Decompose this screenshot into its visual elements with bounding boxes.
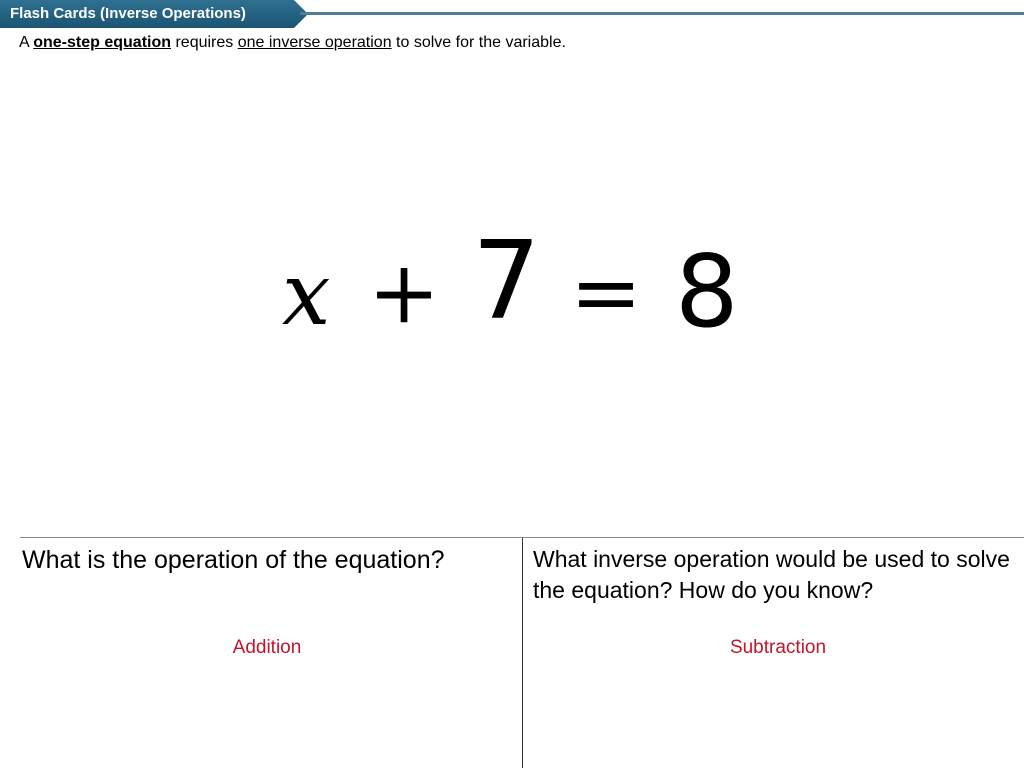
answer-operation: Addition xyxy=(232,637,302,658)
title-rule xyxy=(300,12,1024,15)
equation-variable: x xyxy=(282,245,331,345)
definition-text xyxy=(19,34,566,52)
definition-prefix: A xyxy=(19,34,34,51)
title-tab xyxy=(0,0,308,28)
equation xyxy=(282,219,752,350)
question-inverse-operation: What inverse operation would be used to solve the equation? How do you know? xyxy=(533,546,1010,603)
page-title: Flash Cards (Inverse Operations) xyxy=(10,5,246,22)
question-operation: What is the operation of the equation? xyxy=(22,546,445,574)
equation-plus-sign: + xyxy=(368,243,441,343)
equation-equals-sign: = xyxy=(570,243,643,343)
definition-term: one-step equation xyxy=(33,34,172,51)
equation-addend: 7 xyxy=(472,219,541,344)
answer-inverse-operation: Subtraction xyxy=(729,637,827,658)
definition-suffix: to solve for the variable. xyxy=(391,34,566,51)
equation-result: 8 xyxy=(675,233,739,350)
definition-emphasis: one inverse operation xyxy=(237,34,392,51)
table-column-divider xyxy=(522,538,523,768)
definition-middle: requires xyxy=(171,34,238,51)
